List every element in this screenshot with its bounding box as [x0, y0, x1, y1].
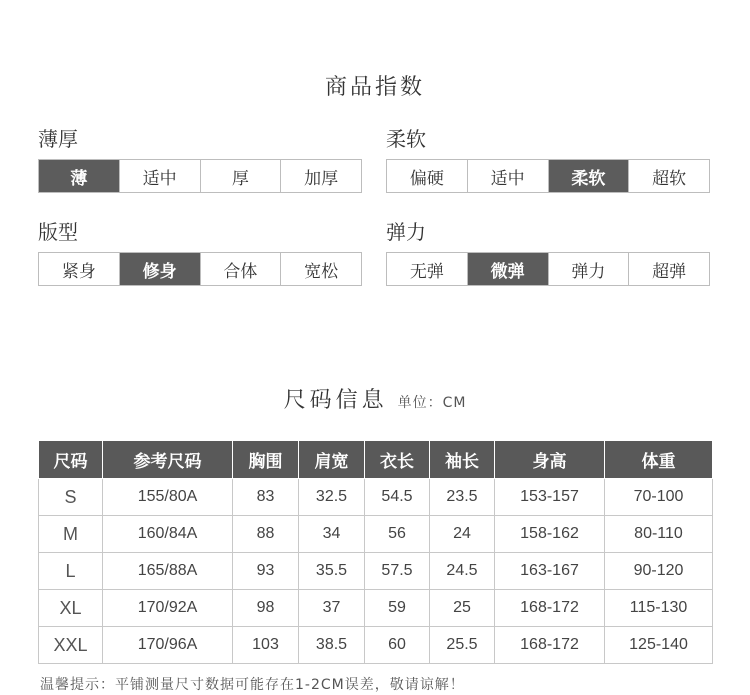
table-cell: 70-100	[605, 479, 713, 516]
table-cell: 38.5	[299, 627, 365, 664]
size-unit-label: 单位：CM	[397, 395, 467, 411]
softness-label: 柔软	[386, 127, 426, 151]
table-header-cell: 身高	[495, 441, 605, 479]
elasticity-option: 微弹	[467, 253, 548, 285]
elasticity-option: 超弹	[628, 253, 709, 285]
table-header-cell: 胸围	[233, 441, 299, 479]
table-cell: 125-140	[605, 627, 713, 664]
elasticity-option: 无弹	[409, 261, 444, 282]
table-cell: 32.5	[299, 479, 365, 516]
table-cell: S	[39, 479, 103, 516]
thickness-option: 薄	[39, 160, 119, 192]
table-cell: M	[39, 516, 103, 553]
table-cell: 60	[365, 627, 430, 664]
table-cell: 115-130	[605, 590, 713, 627]
table-cell: 35.5	[299, 553, 365, 590]
table-header-cell: 尺码	[39, 441, 103, 479]
thickness-group	[38, 124, 362, 193]
table-cell: 56	[365, 516, 430, 553]
table-cell: 24	[430, 516, 495, 553]
softness-option: 柔软	[548, 160, 629, 192]
elasticity-option: 弹力	[548, 253, 629, 285]
product-index-title: 商品指数	[324, 75, 425, 100]
thickness-option: 厚	[200, 160, 281, 192]
table-cell: 83	[233, 479, 299, 516]
table-cell: 80-110	[605, 516, 713, 553]
table-cell: 98	[233, 590, 299, 627]
softness-option: 适中	[467, 160, 548, 192]
table-cell: 34	[299, 516, 365, 553]
table-header-cell: 衣长	[365, 441, 430, 479]
softness-options	[386, 159, 710, 193]
elasticity-group	[386, 217, 710, 286]
fit-option: 宽松	[280, 253, 361, 285]
table-cell: 170/92A	[103, 590, 233, 627]
measurement-note: 温馨提示：平铺测量尺寸数据可能存在1-2CM误差，敬请谅解！	[40, 677, 465, 693]
table-row	[39, 553, 713, 590]
table-cell: 163-167	[495, 553, 605, 590]
thickness-option: 加厚	[280, 160, 361, 192]
table-cell: 160/84A	[103, 516, 233, 553]
table-row	[39, 627, 713, 664]
thickness-options	[38, 159, 362, 193]
table-header-cell: 体重	[605, 441, 713, 479]
table-cell: XL	[39, 590, 103, 627]
table-cell: XXL	[39, 627, 103, 664]
table-header-cell: 肩宽	[299, 441, 365, 479]
table-header-cell: 参考尺码	[103, 441, 233, 479]
table-cell: 24.5	[430, 553, 495, 590]
table-row	[39, 590, 713, 627]
table-cell: 23.5	[430, 479, 495, 516]
table-cell: 93	[233, 553, 299, 590]
size-info-title: 尺码信息	[283, 388, 388, 413]
table-row	[39, 479, 713, 516]
table-cell: 103	[233, 627, 299, 664]
table-cell: 59	[365, 590, 430, 627]
fit-option: 修身	[119, 253, 200, 285]
fit-option: 紧身	[61, 261, 96, 282]
table-cell: 54.5	[365, 479, 430, 516]
elasticity-label: 弹力	[386, 220, 426, 244]
softness-option: 偏硬	[409, 168, 444, 189]
table-cell: 170/96A	[103, 627, 233, 664]
table-cell: 168-172	[495, 590, 605, 627]
table-cell: 153-157	[495, 479, 605, 516]
fit-label: 版型	[38, 220, 78, 244]
thickness-option: 适中	[119, 160, 200, 192]
table-header-row	[39, 441, 713, 479]
table-header-cell: 袖长	[430, 441, 495, 479]
table-cell: 168-172	[495, 627, 605, 664]
table-cell: 37	[299, 590, 365, 627]
size-table	[38, 440, 713, 664]
table-cell: L	[39, 553, 103, 590]
thickness-label: 薄厚	[38, 127, 78, 151]
softness-option: 超软	[628, 160, 709, 192]
table-cell: 165/88A	[103, 553, 233, 590]
fit-options	[38, 252, 362, 286]
softness-group	[386, 124, 710, 193]
table-cell: 158-162	[495, 516, 605, 553]
size-info-header	[0, 383, 750, 414]
table-cell: 25	[430, 590, 495, 627]
table-cell: 90-120	[605, 553, 713, 590]
table-row	[39, 516, 713, 553]
table-cell: 57.5	[365, 553, 430, 590]
fit-option: 合体	[200, 253, 281, 285]
elasticity-options	[386, 252, 710, 286]
fit-group	[38, 217, 362, 286]
table-cell: 25.5	[430, 627, 495, 664]
table-cell: 155/80A	[103, 479, 233, 516]
table-cell: 88	[233, 516, 299, 553]
